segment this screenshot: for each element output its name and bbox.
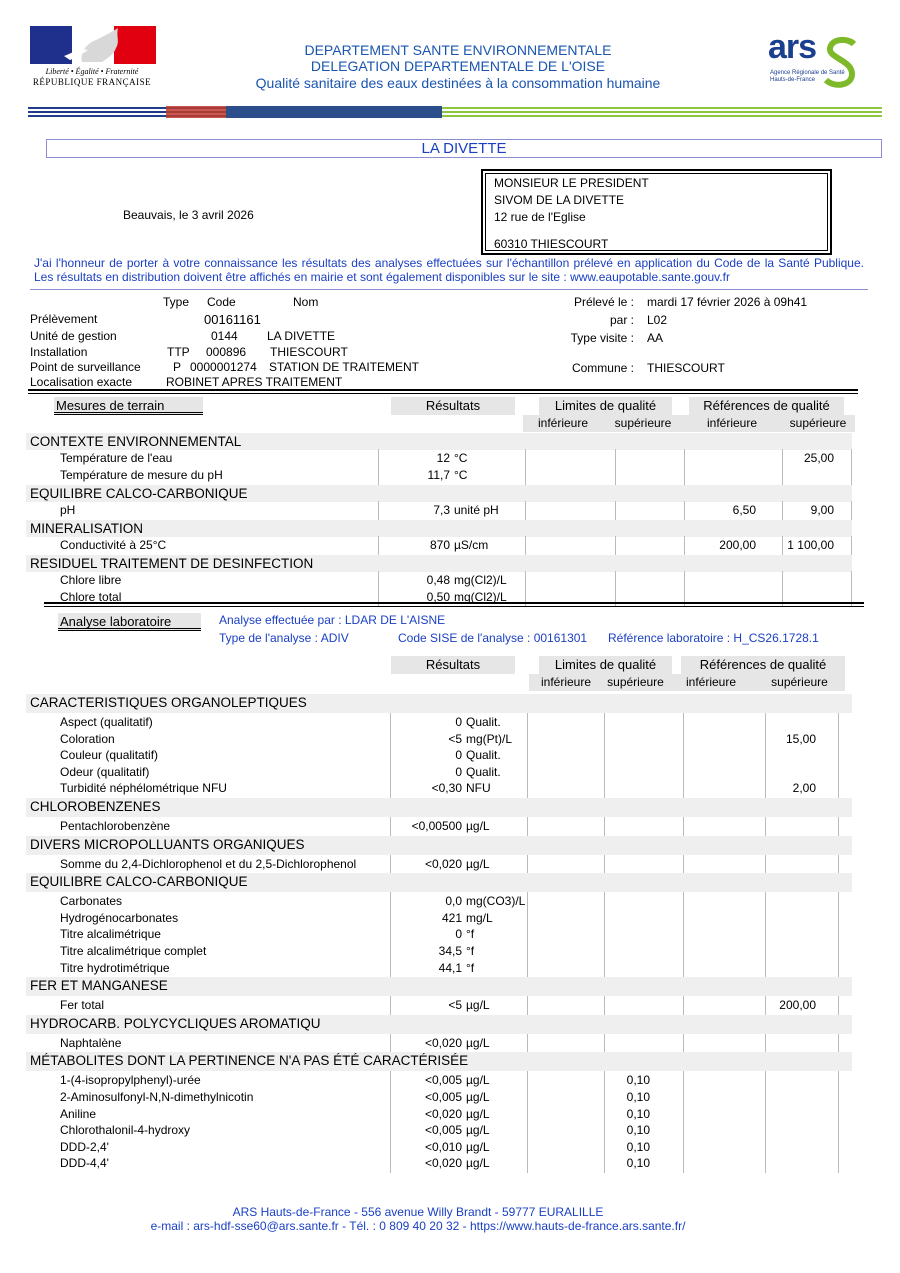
- terrain-col-limites: Limites de qualité: [539, 397, 672, 415]
- row-unit: µg/L: [466, 1073, 490, 1088]
- row-unit: µg/L: [466, 856, 490, 871]
- column-divider: [604, 996, 605, 1015]
- row-label: Température de l'eau: [60, 451, 173, 465]
- prelevement-code: 00161161: [204, 312, 261, 327]
- address-line2: SIVOM DE LA DIVETTE: [494, 193, 625, 207]
- row-ref-inf: 6,50: [732, 503, 756, 517]
- row-value: 34,5: [438, 944, 462, 958]
- row-unit: °C: [454, 451, 468, 465]
- header-separator: [28, 106, 882, 120]
- column-divider: [390, 1071, 391, 1173]
- row-label: Aspect (qualitatif): [60, 715, 153, 729]
- type-visite-value: AA: [647, 331, 664, 345]
- row-unit: µg/L: [466, 1139, 490, 1154]
- info-col-code: Code: [207, 295, 236, 309]
- row-label: Aniline: [60, 1106, 97, 1121]
- header-line1: DEPARTEMENT SANTE ENVIRONNEMENTALE: [304, 42, 612, 58]
- section-title: FER ET MANGANESE: [30, 978, 168, 994]
- column-divider: [604, 892, 605, 977]
- column-divider: [683, 996, 684, 1015]
- row-lim-sup: 0,10: [626, 1139, 650, 1154]
- row-value: <0,010: [424, 1139, 462, 1154]
- column-divider: [378, 501, 379, 520]
- column-divider: [765, 713, 766, 798]
- header-line3: Qualité sanitaire des eaux destinées à la consommation humaine: [255, 75, 661, 91]
- row-label: Carbonates: [60, 894, 123, 909]
- row-lim-sup: 0,10: [626, 1123, 650, 1138]
- localisation-value: ROBINET APRES TRAITEMENT: [166, 375, 343, 389]
- row-label: Titre alcalimétrique complet: [60, 944, 207, 958]
- row-label: Chlorothalonil-4-hydroxy: [60, 1123, 191, 1138]
- column-divider: [527, 1071, 528, 1173]
- row-value: 0: [455, 748, 462, 763]
- unite-nom: LA DIVETTE: [267, 329, 336, 343]
- row-label: Chlore libre: [60, 573, 122, 587]
- row-value: 0: [455, 927, 462, 942]
- localisation-label: Localisation exacte: [30, 375, 133, 389]
- column-divider: [684, 501, 685, 520]
- republique-motto: Liberté • Égalité • Fraternité: [45, 67, 139, 76]
- installation-type: TTP: [167, 345, 190, 359]
- address-line1: MONSIEUR LE PRESIDENT: [494, 176, 649, 190]
- column-divider: [390, 713, 391, 798]
- row-value: 7,3: [433, 503, 450, 517]
- column-divider: [838, 1034, 839, 1053]
- section-band: [26, 520, 852, 537]
- column-divider: [604, 817, 605, 836]
- column-divider: [378, 449, 379, 485]
- row-ref-sup: 9,00: [810, 503, 834, 517]
- preleve-le-value: mardi 17 février 2026 à 09h41: [647, 295, 808, 309]
- row-label: pH: [60, 503, 76, 517]
- terrain-col-resultats: Résultats: [391, 397, 515, 415]
- section-title: EQUILIBRE CALCO-CARBONIQUE: [30, 874, 248, 890]
- row-value: <0,005: [424, 1123, 462, 1138]
- labo-col-lim-sup: supérieure: [603, 674, 668, 691]
- row-label: Fer total: [60, 998, 105, 1013]
- column-divider: [378, 536, 379, 555]
- row-ref-sup: 200,00: [779, 998, 816, 1013]
- point-type: P: [173, 360, 182, 374]
- republique-logo: [28, 26, 156, 90]
- row-ref-inf: 200,00: [719, 538, 756, 552]
- row-label: 2-Aminosulfonyl-N,N-dimethylnicotin: [60, 1090, 254, 1104]
- row-unit: °f: [466, 960, 475, 975]
- type-visite-label: Type visite :: [570, 331, 634, 345]
- column-divider: [604, 855, 605, 874]
- section-title: CONTEXTE ENVIRONNEMENTAL: [30, 434, 242, 449]
- row-lim-sup: 0,10: [626, 1156, 650, 1171]
- row-label: Odeur (qualitatif): [60, 764, 150, 779]
- row-unit: Qualit.: [466, 748, 501, 763]
- row-label: Couleur (qualitatif): [60, 748, 159, 763]
- row-unit: µg/L: [466, 1156, 490, 1171]
- section-title: CARACTERISTIQUES ORGANOLEPTIQUES: [30, 695, 307, 710]
- row-value: 870: [429, 538, 450, 552]
- labo-code-sise: Code SISE de l'analyse : 00161301: [398, 631, 588, 645]
- ars-s-icon: [820, 36, 860, 90]
- row-label: Titre alcalimétrique: [60, 927, 161, 942]
- row-label: Coloration: [60, 731, 115, 746]
- column-divider: [765, 996, 766, 1015]
- column-divider: [527, 892, 528, 977]
- column-divider: [527, 713, 528, 798]
- column-divider: [683, 713, 684, 798]
- row-label: Pentachlorobenzène: [60, 819, 171, 833]
- labo-col-resultats: Résultats: [391, 656, 515, 674]
- row-value: 0,50: [426, 590, 450, 604]
- column-divider: [838, 1071, 839, 1173]
- column-divider: [782, 449, 783, 485]
- column-divider: [527, 817, 528, 836]
- column-divider: [525, 501, 526, 520]
- row-value: 0: [455, 715, 462, 729]
- column-divider: [851, 536, 852, 555]
- labo-heading: Analyse laboratoire: [58, 613, 201, 631]
- section-title: HYDROCARB. POLYCYCLIQUES AROMATIQU: [30, 1015, 321, 1031]
- row-unit: NFU: [466, 781, 491, 796]
- row-ref-sup: 25,00: [803, 451, 834, 465]
- terrain-col-lim-inf: inférieure: [523, 415, 603, 432]
- column-divider: [527, 1034, 528, 1053]
- column-divider: [615, 536, 616, 555]
- footer-line2: e-mail : ars-hdf-sse60@ars.sante.fr - Tél. : 0 809 40 20 32 - https://www.hauts-de-france.ars.sante.fr/: [150, 1219, 686, 1233]
- row-value: 11,7: [427, 468, 450, 482]
- section-title: RESIDUEL TRAITEMENT DE DESINFECTION: [30, 556, 314, 571]
- row-value: <0,020: [424, 1035, 462, 1050]
- info-col-nom: Nom: [293, 295, 319, 309]
- labo-col-limites: Limites de qualité: [539, 656, 672, 674]
- column-divider: [390, 855, 391, 874]
- row-unit: µS/cm: [454, 538, 489, 552]
- terrain-col-lim-sup: supérieure: [603, 415, 683, 432]
- footer-line1: ARS Hauts-de-France - 556 avenue Willy Brandt - 59777 EURALILLE: [232, 1205, 604, 1219]
- column-divider: [525, 536, 526, 555]
- point-label: Point de surveillance: [30, 360, 141, 374]
- section-title: EQUILIBRE CALCO-CARBONIQUE: [30, 486, 248, 501]
- prelevement-label: Prélèvement: [30, 312, 98, 326]
- row-ref-sup: 15,00: [785, 731, 816, 746]
- row-ref-sup: 2,00: [792, 781, 816, 796]
- row-unit: µg/L: [466, 998, 490, 1013]
- row-unit: °C: [454, 468, 468, 482]
- row-label: Naphtalène: [60, 1035, 122, 1050]
- column-divider: [838, 892, 839, 977]
- unite-label: Unité de gestion: [30, 329, 117, 343]
- ars-sub1: Agence Régionale de Santé: [770, 70, 845, 76]
- row-unit: °f: [466, 927, 475, 942]
- column-divider: [390, 1034, 391, 1053]
- row-unit: unité pH: [454, 503, 499, 517]
- column-divider: [765, 892, 766, 977]
- row-value: <5: [448, 731, 462, 746]
- place-date: Beauvais, le 3 avril 2026: [123, 208, 254, 222]
- row-value: 44,1: [438, 960, 462, 975]
- column-divider: [782, 536, 783, 555]
- row-value: 421: [441, 910, 462, 925]
- row-value: <0,005: [424, 1073, 462, 1088]
- par-value: L02: [647, 313, 668, 327]
- row-label: DDD-4,4': [60, 1156, 109, 1171]
- column-divider: [765, 855, 766, 874]
- installation-label: Installation: [30, 345, 88, 359]
- row-unit: µg/L: [466, 1123, 490, 1138]
- column-divider: [683, 1034, 684, 1053]
- column-divider: [765, 1071, 766, 1173]
- column-divider: [527, 855, 528, 874]
- column-divider: [838, 713, 839, 798]
- row-unit: mg/L: [466, 910, 493, 925]
- preleve-le-label: Prélevé le :: [573, 295, 634, 309]
- column-divider: [683, 855, 684, 874]
- section-title: MÉTABOLITES DONT LA PERTINENCE N'A PAS ÉTÉ CARACTÉRISÉE: [30, 1053, 469, 1069]
- column-divider: [615, 449, 616, 485]
- column-divider: [390, 817, 391, 836]
- republique-name: RÉPUBLIQUE FRANÇAISE: [32, 77, 152, 87]
- row-label: DDD-2,4': [60, 1139, 109, 1154]
- header-line2: DELEGATION DEPARTEMENTALE DE L'OISE: [310, 58, 606, 74]
- row-lim-sup: 0,10: [626, 1090, 650, 1104]
- column-divider: [527, 996, 528, 1015]
- ars-wordmark: ars: [768, 28, 817, 66]
- column-divider: [838, 996, 839, 1015]
- row-label: Hydrogénocarbonates: [60, 910, 179, 925]
- row-unit: µg/L: [466, 1035, 490, 1050]
- unite-code: 0144: [211, 329, 238, 343]
- labo-ref-labo: Référence laboratoire : H_CS26.1728.1: [608, 631, 819, 645]
- section-title: MINERALISATION: [30, 521, 144, 536]
- row-unit: Qualit.: [466, 715, 501, 729]
- column-divider: [604, 1071, 605, 1173]
- section-title: CHLOROBENZENES: [30, 799, 161, 814]
- row-label: Titre hydrotimétrique: [60, 960, 170, 975]
- point-code: 0000001274: [190, 360, 257, 374]
- labo-col-lim-inf: inférieure: [529, 674, 603, 691]
- row-label: Turbidité néphélométrique NFU: [60, 781, 227, 796]
- commune-label: Commune :: [571, 361, 634, 375]
- intro-text: J'ai l'honneur de porter à votre connaissance les résultats des analyses effectuées sur l'échantillon prélevé en application du Code de la Santé Publique. Les résultats en distribution doivent être affichés en mairie et sont également disponibles sur le site : www.eaupotable.sante.gouv.fr: [34, 256, 864, 284]
- point-nom: STATION DE TRAITEMENT: [269, 360, 420, 374]
- ars-logo: [768, 28, 868, 90]
- row-value: <0,020: [424, 1106, 462, 1121]
- row-unit: Qualit.: [466, 764, 501, 779]
- row-unit: mg(CO3)/L: [466, 894, 526, 909]
- labo-col-ref-sup: supérieure: [754, 674, 845, 691]
- terrain-col-ref-inf: inférieure: [683, 415, 781, 432]
- column-divider: [765, 817, 766, 836]
- address-box: [481, 169, 832, 255]
- address-line3: 12 rue de l'Eglise: [494, 210, 586, 224]
- column-divider: [615, 501, 616, 520]
- commune-value: THIESCOURT: [647, 361, 725, 375]
- terrain-col-references: Références de qualité: [689, 397, 844, 415]
- row-label: Température de mesure du pH: [60, 468, 223, 482]
- labo-effectuee: Analyse effectuée par : LDAR DE L'AISNE: [219, 613, 446, 627]
- terrain-heading: Mesures de terrain: [54, 397, 203, 415]
- row-label: 1-(4-isopropylphenyl)-urée: [60, 1073, 201, 1088]
- row-label: Conductivité à 25°C: [60, 538, 167, 552]
- row-value: <0,020: [424, 856, 462, 871]
- address-line4: 60310 THIESCOURT: [494, 237, 609, 251]
- installation-nom: THIESCOURT: [270, 345, 348, 359]
- row-lim-sup: 0,10: [626, 1106, 650, 1121]
- column-divider: [390, 892, 391, 977]
- row-lim-sup: 0,10: [626, 1073, 650, 1088]
- column-divider: [838, 817, 839, 836]
- column-divider: [684, 536, 685, 555]
- row-value: 12: [436, 451, 450, 465]
- column-divider: [838, 855, 839, 874]
- labo-col-ref-inf: inférieure: [668, 674, 754, 691]
- column-divider: [604, 1034, 605, 1053]
- column-divider: [683, 1071, 684, 1173]
- column-divider: [683, 817, 684, 836]
- row-value: 0,0: [445, 894, 462, 909]
- installation-code: 000896: [206, 345, 247, 359]
- column-divider: [765, 1034, 766, 1053]
- column-divider: [683, 892, 684, 977]
- labo-type-analyse: Type de l'analyse : ADIV: [219, 631, 349, 645]
- row-ref-sup: 1 100,00: [787, 538, 834, 552]
- row-value: <5: [448, 998, 462, 1013]
- column-divider: [390, 996, 391, 1015]
- column-divider: [525, 449, 526, 485]
- row-value: <0,00500: [411, 819, 462, 833]
- row-unit: mg(Cl2)/L: [454, 590, 507, 604]
- column-divider: [782, 501, 783, 520]
- info-col-type: Type: [163, 295, 190, 309]
- row-unit: mg(Cl2)/L: [454, 573, 507, 587]
- marianne-icon: [30, 26, 156, 64]
- row-value: <0,020: [424, 1156, 462, 1171]
- section-title: DIVERS MICROPOLLUANTS ORGANIQUES: [30, 836, 305, 852]
- row-label: Somme du 2,4-Dichlorophenol et du 2,5-Dichlorophenol: [60, 856, 357, 871]
- column-divider: [851, 449, 852, 485]
- info-separator: [28, 389, 858, 394]
- ars-sub2: Hauts-de-France: [770, 77, 816, 83]
- column-divider: [851, 501, 852, 520]
- terrain-col-ref-sup: supérieure: [781, 415, 855, 432]
- row-unit: mg(Pt)/L: [466, 731, 513, 746]
- row-unit: µg/L: [466, 819, 490, 833]
- row-value: <0,005: [424, 1090, 462, 1104]
- row-unit: °f: [466, 944, 475, 958]
- par-label: par :: [609, 313, 634, 327]
- terrain-separator: [44, 602, 864, 607]
- row-unit: µg/L: [466, 1106, 490, 1121]
- labo-col-references: Références de qualité: [681, 656, 845, 674]
- document-title: LA DIVETTE: [46, 139, 882, 158]
- column-divider: [604, 713, 605, 798]
- row-value: 0,48: [426, 573, 450, 587]
- row-unit: µg/L: [466, 1090, 490, 1104]
- row-label: Chlore total: [60, 590, 122, 604]
- column-divider: [684, 449, 685, 485]
- row-value: <0,30: [431, 781, 462, 796]
- row-value: 0: [455, 764, 462, 779]
- intro-separator: [30, 289, 868, 290]
